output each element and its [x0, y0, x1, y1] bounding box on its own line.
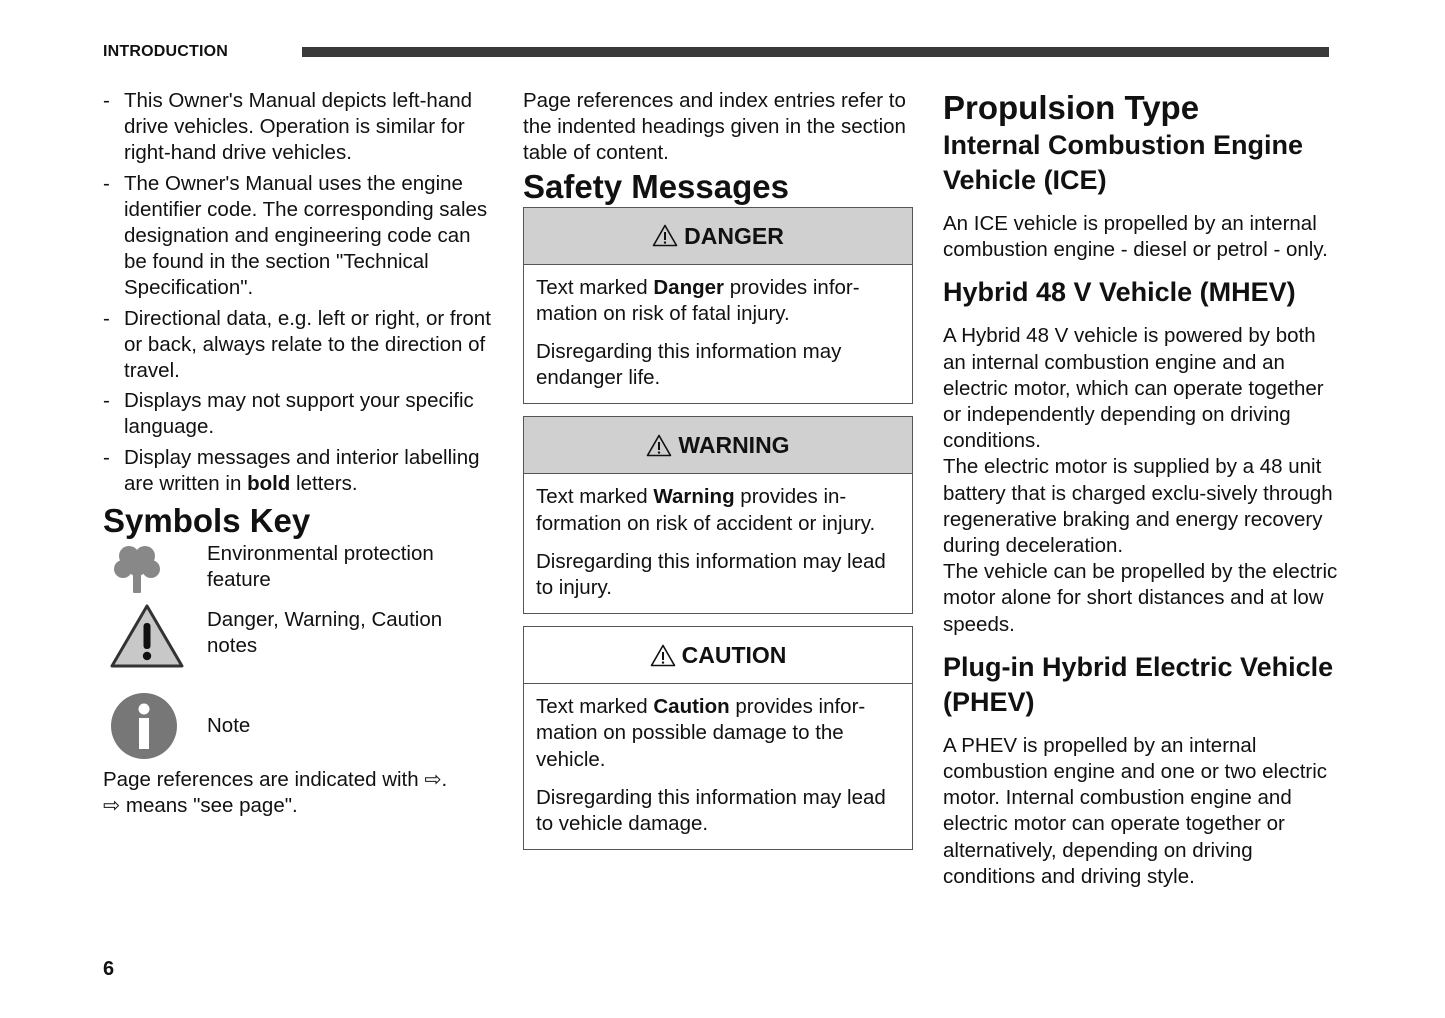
warning-triangle-icon — [652, 224, 678, 247]
symbol-row-warning — [103, 607, 493, 691]
header-rule — [302, 47, 1329, 57]
page-references-paragraph: Page references and index entries refer to the indented headings given in the section table of content. — [523, 89, 906, 165]
symbol-description: Note — [207, 713, 251, 737]
column-left — [103, 88, 493, 819]
phev-heading: Plug-in Hybrid Electric Vehicle (PHEV) — [943, 651, 1334, 717]
list-item: - Displays may not support your specific language. — [103, 388, 493, 440]
propulsion-type-title: Propulsion Type — [943, 89, 1200, 126]
phev-paragraph: A PHEV is propelled by an internal combustion engine and one or two electric motor. Internal combustion engine and electric motor can operate together or alternatively, depending on driving conditions and driving style. — [943, 733, 1328, 888]
symbol-description: Danger, Warning, Caution notes — [207, 608, 443, 658]
page-ref-text: means "see page". — [120, 794, 298, 818]
warning-description — [536, 484, 900, 536]
warning-box — [523, 416, 913, 614]
info-icon — [103, 692, 207, 760]
danger-consequence: Disregarding this information may endanger life. — [536, 340, 842, 390]
danger-description — [536, 275, 900, 327]
symbols-key-title: Symbols Key — [103, 502, 311, 540]
tree-icon — [103, 541, 207, 595]
page-ref-text: Page references are indicated with — [103, 768, 425, 792]
mhev-paragraph: The electric motor is supplied by a 48 unit battery that is charged exclu-sively through regenerative braking and energy recovery during deceleration. — [943, 455, 1333, 558]
danger-box-body — [524, 265, 912, 404]
list-item-text: Display messages and interior labelling are written in — [124, 445, 480, 495]
column-middle — [523, 88, 913, 862]
warning-triangle-icon — [646, 434, 672, 457]
box-text-bold: Caution — [653, 695, 730, 719]
box-text-bold: Warning — [653, 485, 735, 509]
caution-box — [523, 626, 913, 850]
list-item-text: letters. — [290, 471, 358, 495]
list-item: - This Owner's Manual depicts left-hand drive vehicles. Operation is similar for right-hand drive vehicles. — [103, 88, 493, 167]
box-text: Text marked — [536, 275, 654, 299]
page-number: 6 — [103, 958, 115, 980]
list-item: - Directional data, e.g. left or right, or front or back, always relate to the direction of travel. — [103, 306, 493, 385]
page-ref-arrow-icon: ⇨ — [103, 794, 121, 818]
box-text: provides infor-mation on risk of fatal injury. — [536, 275, 860, 325]
danger-box-header — [524, 208, 912, 265]
safety-messages-title: Safety Messages — [523, 167, 789, 205]
caution-label: CAUTION — [681, 642, 787, 669]
mhev-heading: Hybrid 48 V Vehicle (MHEV) — [943, 277, 1296, 308]
box-text-bold: Danger — [653, 275, 724, 299]
ice-paragraph: An ICE vehicle is propelled by an internal combustion engine - diesel or petrol - only. — [943, 212, 1328, 262]
page-ref-text: . — [441, 768, 448, 792]
list-item: - The Owner's Manual uses the engine identifier code. The corresponding sales designation and engineering code can be found in the section "Technical Specification". — [103, 171, 493, 302]
box-text: provides infor-mation on possible damage to the vehicle. — [536, 695, 866, 771]
symbol-row-note — [103, 691, 493, 761]
caution-description — [536, 694, 900, 773]
caution-consequence: Disregarding this information may lead to vehicle damage. — [536, 785, 886, 836]
intro-bullet-list — [103, 88, 493, 497]
box-text: Text marked — [536, 485, 654, 509]
warning-consequence: Disregarding this information may lead to injury. — [536, 549, 886, 600]
mhev-paragraph: A Hybrid 48 V vehicle is powered by both an internal combustion engine and an electric motor, which can operate together or independently depending on driving conditions. — [943, 324, 1324, 453]
box-text: provides in-formation on risk of accident or injury. — [536, 485, 876, 535]
danger-box — [523, 207, 913, 405]
mhev-paragraph: The vehicle can be propelled by the electric motor alone for short distances and at low speeds. — [943, 560, 1338, 636]
warning-box-header — [524, 417, 912, 474]
list-item-bold: bold — [247, 471, 291, 495]
symbol-description: Environmental protection feature — [207, 542, 434, 592]
symbol-row-environment — [103, 541, 493, 607]
ice-heading: Internal Combustion Engine Vehicle (ICE) — [943, 130, 1304, 195]
warning-triangle-icon — [103, 607, 207, 669]
box-text: Text marked — [536, 695, 654, 719]
list-item — [103, 445, 493, 497]
caution-box-header — [524, 627, 912, 684]
column-right — [943, 88, 1338, 890]
section-header-label: INTRODUCTION — [103, 43, 229, 60]
page-ref-arrow-icon: ⇨ — [424, 768, 442, 792]
page-reference-note — [103, 767, 493, 819]
warning-label: WARNING — [678, 432, 790, 459]
danger-label: DANGER — [684, 222, 784, 249]
warning-triangle-icon — [650, 644, 676, 667]
caution-box-body — [524, 684, 912, 849]
warning-box-body — [524, 474, 912, 613]
